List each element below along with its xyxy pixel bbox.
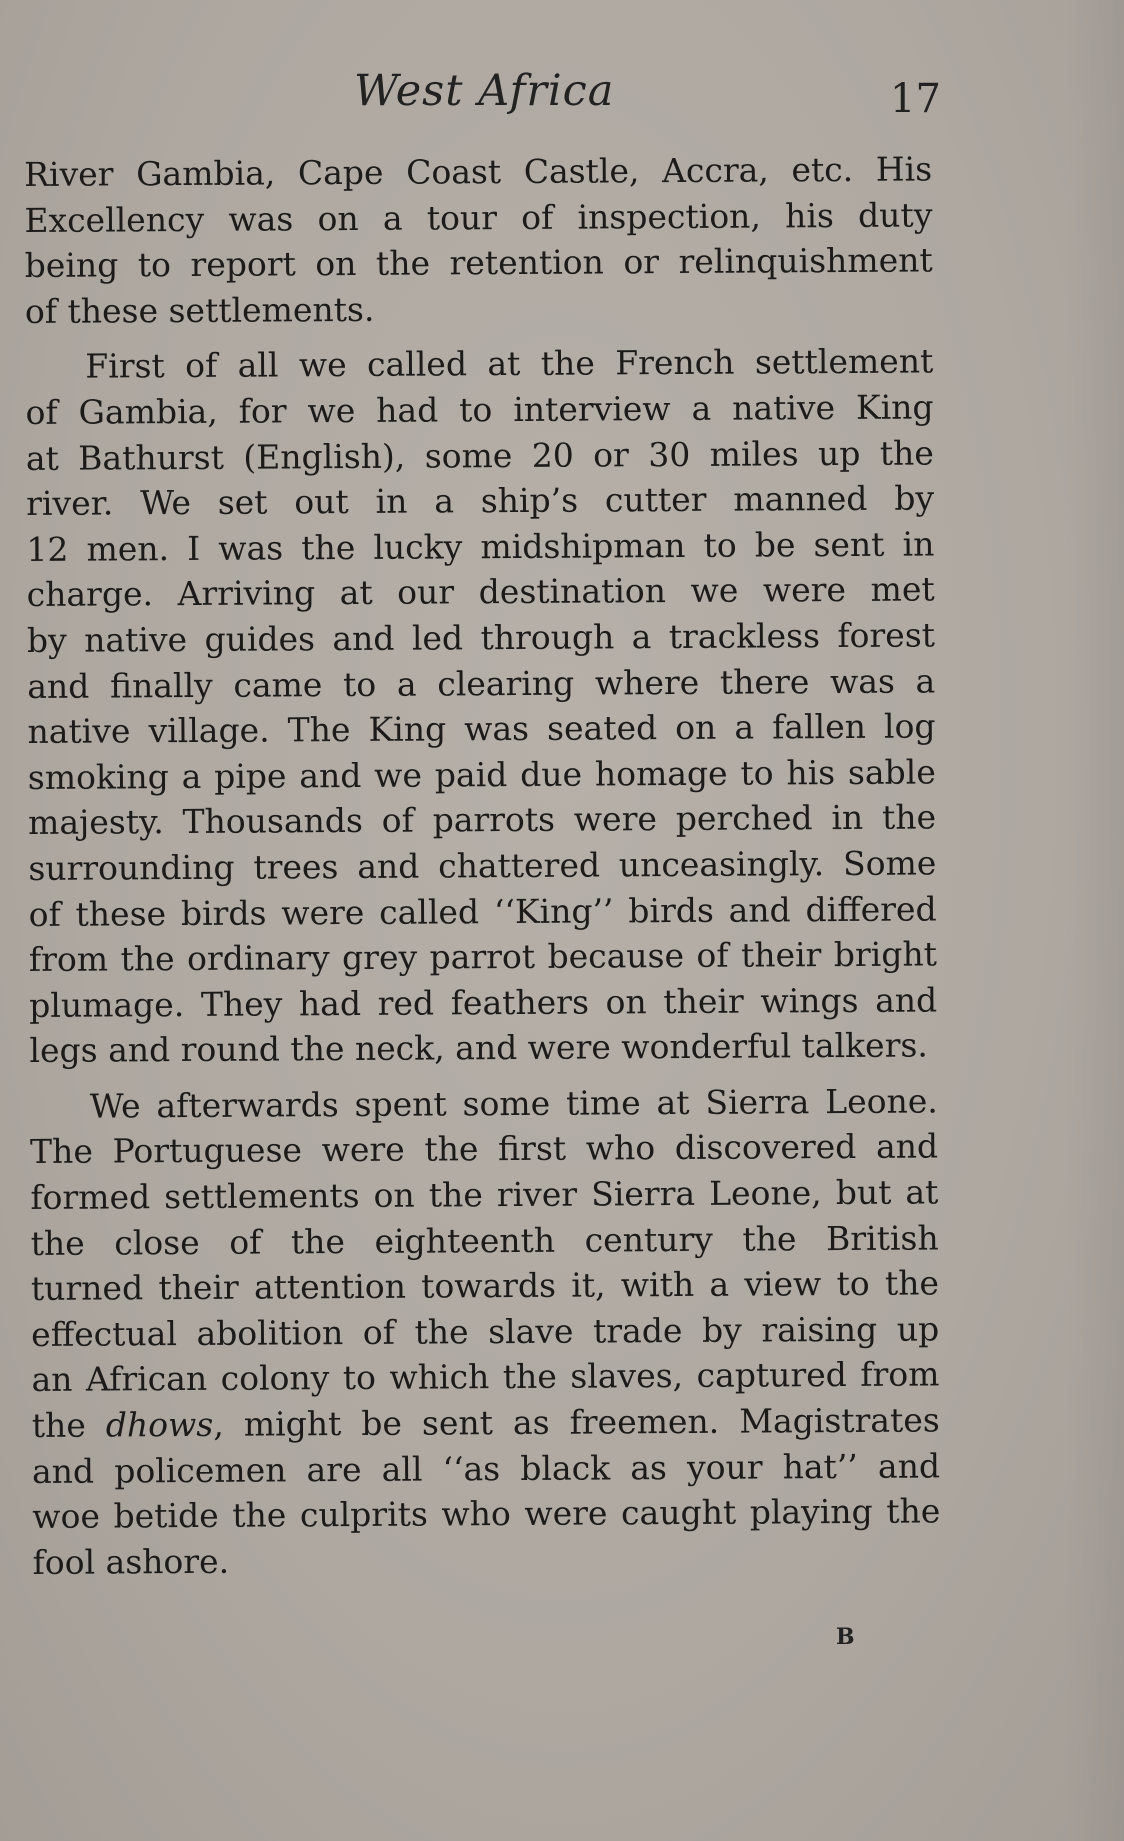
text-line: of these birds were called ‘‘King’’ birds and differed <box>28 888 937 934</box>
text-line: effectual abolition of the slave trade by raising up <box>31 1309 940 1354</box>
running-head <box>0 62 1124 132</box>
text-line: plumage. They had red feathers on their wings and <box>29 980 938 1025</box>
text-line: from the ordinary grey parrot because of their bright <box>28 934 938 980</box>
text-line: majesty. Thousands of parrots were perched in the <box>27 797 937 843</box>
text-line: formed settlements on the river Sierra Leone, but at <box>30 1172 939 1218</box>
running-title: West Africa <box>354 66 615 116</box>
page-number: 17 <box>890 76 941 122</box>
page-edge-shadow <box>1064 0 1124 1841</box>
signature-mark: B <box>836 1624 855 1650</box>
text-line: at Bathurst (English), some 20 or 30 miles up the <box>25 433 934 478</box>
text-line: turned their attention towards it, with a view to the <box>30 1263 940 1309</box>
text-line: Excellency was on a tour of inspection, his duty <box>24 195 933 240</box>
body-text <box>24 146 941 1595</box>
text-line: The Portuguese were the first who discovered and <box>29 1126 939 1172</box>
text-line: the close of the eighteenth century the British <box>30 1218 939 1263</box>
text-line: 12 men. I was the lucky midshipman to be sent in <box>26 524 935 569</box>
text-line: fool ashore. <box>32 1541 230 1582</box>
text-line: an African colony to which the slaves, captured from <box>31 1354 940 1400</box>
text-line: of these settlements. <box>24 289 375 331</box>
text-line: by native guides and led through a trackless forest <box>26 615 936 660</box>
text-line: legs and round the neck, and were wonderful talkers. <box>29 1025 928 1071</box>
italic-word: dhows <box>105 1404 214 1445</box>
text-line: being to report on the retention or relinquishment <box>24 240 933 286</box>
text-line: the dhows, might be sent as freemen. Magistrates <box>31 1400 940 1446</box>
paragraph-3 <box>30 1078 941 1585</box>
text-line: woe betide the culprits who were caught playing the <box>32 1491 941 1537</box>
text-line: and finally came to a clearing where there was a <box>27 660 936 706</box>
text-line: River Gambia, Cape Coast Castle, Accra, etc. His <box>24 149 933 194</box>
text-line: smoking a pipe and we paid due homage to his sable <box>27 752 936 797</box>
text-line: First of all we called at the French settlement <box>85 341 934 387</box>
paragraph-2 <box>25 339 937 1074</box>
text-line: surrounding trees and chattered unceasingly. Some <box>28 843 937 888</box>
text-line: of Gambia, for we had to interview a native King <box>25 387 934 432</box>
text-line: river. We set out in a ship’s cutter manned by <box>26 478 935 524</box>
text-line: native village. The King was seated on a fallen log <box>27 706 936 752</box>
text-line: and policemen are all ‘‘as black as your hat’’ and <box>31 1446 941 1491</box>
paragraph-1 <box>24 146 933 334</box>
text-line: charge. Arriving at our destination we were met <box>26 569 935 615</box>
text-line: We afterwards spent some time at Sierra Leone. <box>89 1081 938 1126</box>
